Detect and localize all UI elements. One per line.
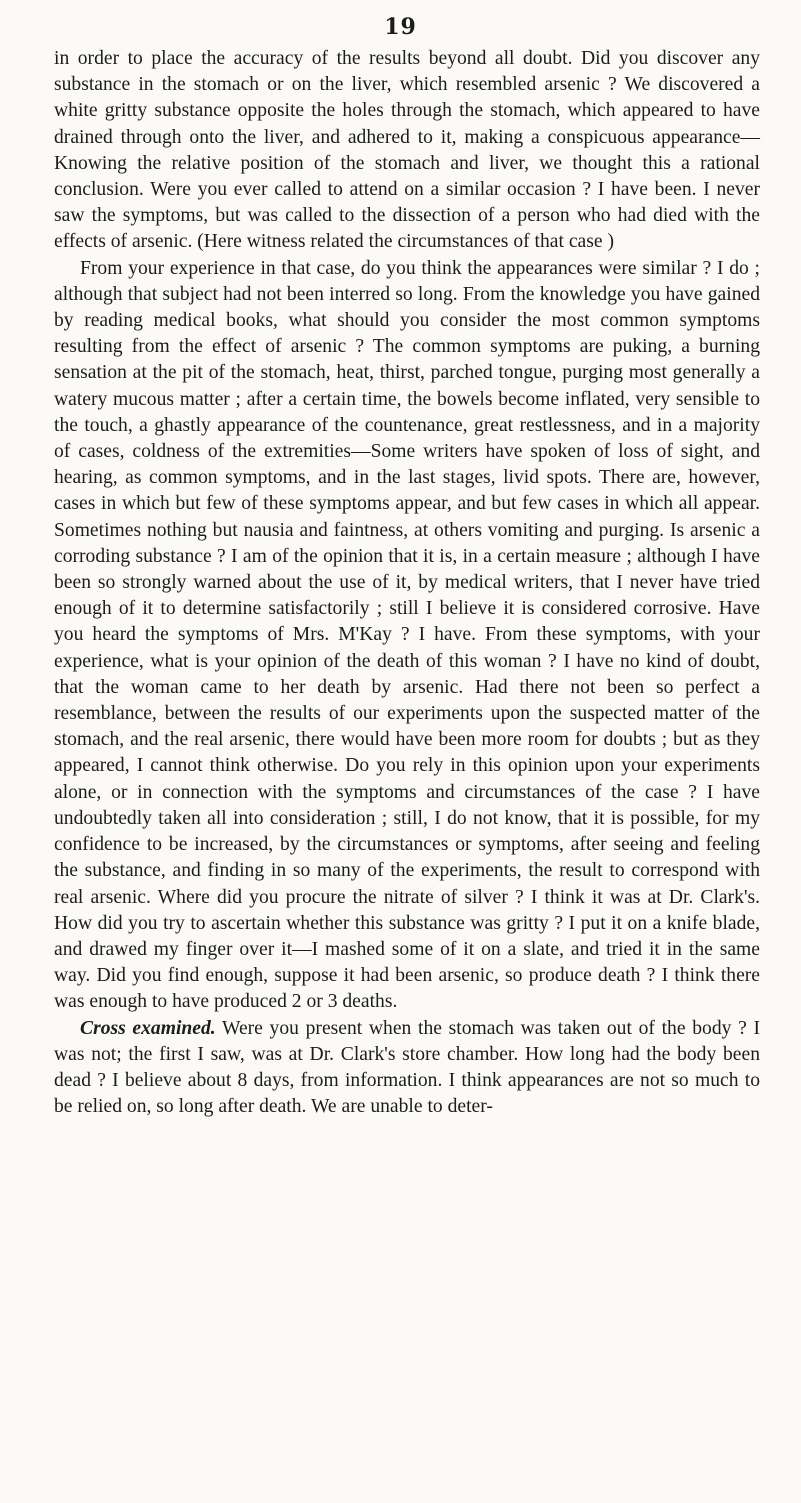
paragraph-testimony-1: in order to place the accuracy of the results beyond all doubt. Did you discover any substance in the stomach or on the liver, which resembled arsenic ? We discovered a white gritty substance opposite the holes through the stomach, which appeared to have drained through onto the liver, and adhered to it, making a conspicuous appearance—Knowing the relative position of the stomach and liver, we thought this a rational conclusion. Were you ever called to attend on a similar occasion ? I have been. I never saw the symptoms, but was called to the dissection of a person who had died with the effects of arsenic. (Here witness related the circumstances of that case ) [54,48,760,253]
page-number: 19 [384,14,417,40]
cross-examination-text: Were you present when the stomach was taken out of the body ? I was not; the first I saw, was at Dr. Clark's store chamber. How long had the body been dead ? I believe about 8 days, from information. I think appearances are not so much to be relied on, so long after death. We are unable to deter- [54,1017,761,1118]
body-text [54,46,760,1120]
paragraph-cross-examination [54,1016,760,1121]
paragraph-testimony-2: From your experience in that case, do you think the appearances were similar ? I do ; although that subject had not been interred so long. From the knowledge you have gained by reading medical books, what should you consider the most common symptoms resulting from the effect of arsenic ? The common symptoms are puking, a burning sensation at the pit of the stomach, heat, thirst, parched tongue, purging most generally a watery mucous matter ; after a certain time, the bowels become inflated, very sensible to the touch, a ghastly appearance of the countenance, great restlessness, and in a majority of cases, coldness of the extremities—Some writers have spoken of loss of sight, and hearing, as common symptoms, and in the last stages, livid spots. There are, however, cases in which but few of these symptoms appear, and but few cases in which all appear. Sometimes nothing but nausia and faintness, at others vomiting and purging. Is arsenic a corroding substance ? I am of the opinion that it is, in a certain measure ; although I have been so strongly warned about the use of it, by medical writers, that I never have tried enough of it to determine satisfactorily ; still I believe it is considered corrosive. Have you heard the symptoms of Mrs. M'Kay ? I have. From these symptoms, with your experience, what is your opinion of the death of this woman ? I have no kind of doubt, that the woman came to her death by arsenic. Had there not been so perfect a resemblance, between the results of our experiments upon the suspected matter of the stomach, and the real arsenic, there would have been more room for doubts ; but as they appeared, I cannot think otherwise. Do you rely in this opinion upon your experiments alone, or in connection with the symptoms and circumstances of the case ? I have undoubtedly taken all into consideration ; still, I do not know, that it is possible, for my confidence to be increased, by the circumstances or symptoms, after seeing and feeling the substance, and finding in so many of the experiments, the result to correspond with real arsenic. Where did you procure the nitrate of silver ? I think it was at Dr. Clark's. How did you try to ascertain whether this substance was gritty ? I put it on a knife blade, and drawed my finger over it—I mashed some of it on a slate, and tried it in the same way. Did you find enough, suppose it had been arsenic, so produce death ? I think there was enough to have produced 2 or 3 deaths. [54,257,760,1013]
cross-examined-heading: Cross examined. [80,1017,216,1039]
